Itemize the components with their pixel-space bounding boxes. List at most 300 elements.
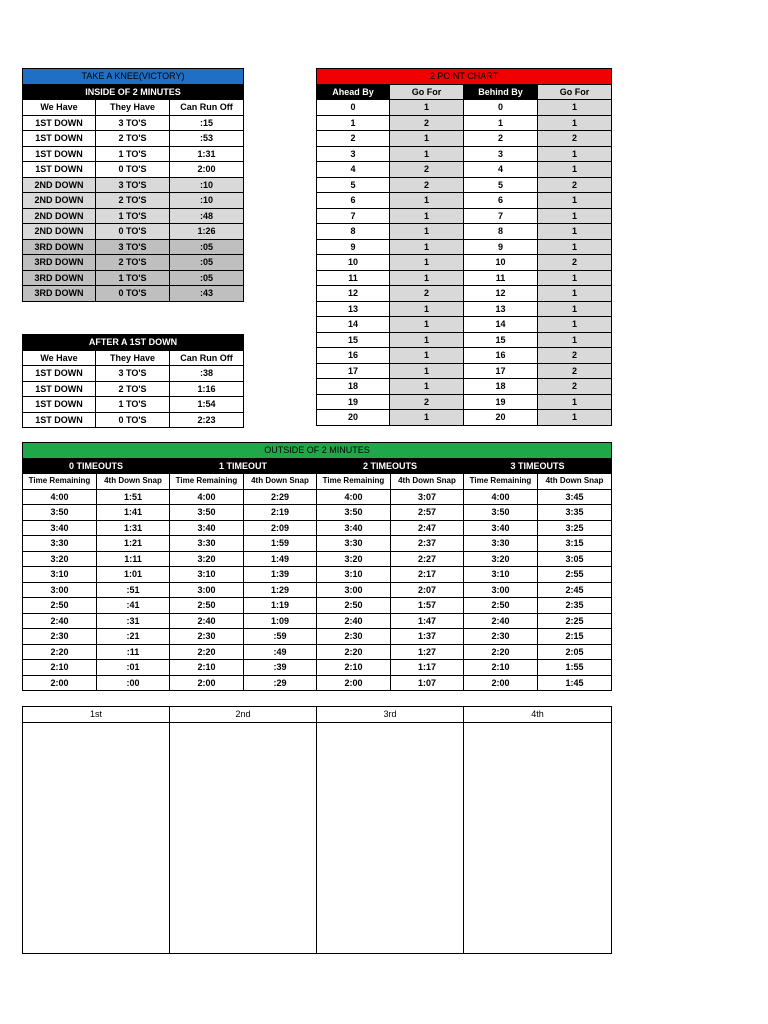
table-cell: 2ND DOWN	[23, 208, 96, 224]
table-cell: 2:17	[391, 567, 464, 583]
table-cell: 1	[390, 379, 464, 395]
table-cell: 3:20	[317, 551, 391, 567]
table-row	[23, 193, 244, 209]
table-row	[23, 505, 612, 521]
table-cell: 3 TO'S	[96, 239, 170, 255]
table-row	[317, 193, 612, 209]
table-cell: 4:00	[23, 489, 97, 505]
table-cell: 4	[317, 162, 390, 178]
table-row	[317, 410, 612, 426]
table-cell: 1	[538, 270, 612, 286]
column-header: Go For	[390, 84, 464, 100]
table-cell: 1	[390, 131, 464, 147]
table-cell: 1	[538, 146, 612, 162]
table-row	[23, 412, 244, 428]
table-cell: 1:19	[244, 598, 317, 614]
table-cell: 3:00	[464, 582, 538, 598]
table-cell: 9	[464, 239, 538, 255]
table-cell: 2:50	[464, 598, 538, 614]
table-cell: :01	[97, 660, 170, 676]
table-cell: 10	[317, 255, 390, 271]
table-cell: 1	[464, 115, 538, 131]
table-row	[23, 397, 244, 413]
table-cell: 2:50	[23, 598, 97, 614]
table-cell: 2	[390, 115, 464, 131]
table-cell: 1	[390, 317, 464, 333]
table-row	[317, 162, 612, 178]
table-cell: 1	[538, 286, 612, 302]
table-row	[23, 366, 244, 382]
table-cell: 2:00	[170, 162, 244, 178]
table-cell: 1	[390, 363, 464, 379]
table-cell: 9	[317, 239, 390, 255]
table-cell: 0	[464, 100, 538, 116]
table-cell: 19	[317, 394, 390, 410]
table-cell: 1	[317, 115, 390, 131]
table-cell: 2:00	[170, 675, 244, 691]
table-cell: 3:50	[317, 505, 391, 521]
table-cell: 1	[538, 394, 612, 410]
table-cell: 2:35	[538, 598, 612, 614]
table-cell: 1:49	[244, 551, 317, 567]
table-row	[317, 115, 612, 131]
table-row	[23, 644, 612, 660]
table-cell: 1	[538, 239, 612, 255]
table-cell: 3RD DOWN	[23, 255, 96, 271]
table-cell: :39	[244, 660, 317, 676]
table-cell: 2:15	[538, 629, 612, 645]
table-cell: 1:54	[170, 397, 244, 413]
table-cell: 2 TO'S	[96, 131, 170, 147]
table-cell: 1 TO'S	[96, 270, 170, 286]
table-cell: 3:50	[464, 505, 538, 521]
table-cell: 0 TO'S	[96, 162, 170, 178]
table-cell: 3:35	[538, 505, 612, 521]
table-cell: :15	[170, 115, 244, 131]
table-cell: 11	[317, 270, 390, 286]
table-row	[23, 629, 612, 645]
table-row	[317, 208, 612, 224]
table-cell: 2:23	[170, 412, 244, 428]
table-cell: 1	[390, 255, 464, 271]
table-cell: 18	[317, 379, 390, 395]
table-cell: 3:30	[23, 536, 97, 552]
table-cell: 1:55	[538, 660, 612, 676]
table-row	[317, 224, 612, 240]
table-cell: 1:11	[97, 551, 170, 567]
table-cell: 2:27	[391, 551, 464, 567]
table-cell: 3 TO'S	[96, 177, 170, 193]
table-row	[23, 660, 612, 676]
column-header: Go For	[538, 84, 612, 100]
table-cell: 16	[464, 348, 538, 364]
column-header: Can Run Off	[170, 350, 244, 366]
table-cell: 2:05	[538, 644, 612, 660]
table-cell: 1	[390, 332, 464, 348]
table-cell: 15	[317, 332, 390, 348]
knee-subtitle: INSIDE OF 2 MINUTES	[23, 84, 244, 100]
table-cell: 1	[538, 115, 612, 131]
table-cell: 1 TO'S	[96, 397, 170, 413]
table-cell: :11	[97, 644, 170, 660]
table-cell: 1:17	[391, 660, 464, 676]
table-cell: 1	[390, 239, 464, 255]
table-cell: 6	[464, 193, 538, 209]
table-cell: 2:40	[464, 613, 538, 629]
column-header: Time Remaining	[464, 474, 538, 490]
table-cell: 0	[317, 100, 390, 116]
quarter-notes-cell	[464, 722, 612, 953]
quarters-notes-table	[22, 706, 612, 954]
table-cell: :29	[244, 675, 317, 691]
take-a-knee-table	[22, 68, 244, 302]
outside-two-minutes-table	[22, 442, 612, 691]
table-cell: 2:30	[317, 629, 391, 645]
table-cell: 2:37	[391, 536, 464, 552]
table-cell: 1 TO'S	[96, 146, 170, 162]
table-cell: 1	[390, 146, 464, 162]
table-cell: 3:07	[391, 489, 464, 505]
table-cell: 2	[464, 131, 538, 147]
table-cell: 1:45	[538, 675, 612, 691]
table-row	[23, 567, 612, 583]
after-first-down-table	[22, 334, 244, 428]
table-cell: 3RD DOWN	[23, 239, 96, 255]
two-point-title: 2 POINT CHART	[317, 69, 612, 85]
table-cell: 2	[390, 177, 464, 193]
table-cell: 2:55	[538, 567, 612, 583]
table-row	[23, 598, 612, 614]
quarter-notes-cell	[23, 722, 170, 953]
table-cell: 2	[538, 177, 612, 193]
timeout-group-header: 0 TIMEOUTS	[23, 458, 170, 474]
table-cell: 13	[464, 301, 538, 317]
table-cell: 2	[390, 162, 464, 178]
table-row	[317, 332, 612, 348]
table-cell: :43	[170, 286, 244, 302]
table-cell: 2:10	[317, 660, 391, 676]
table-cell: 8	[464, 224, 538, 240]
table-row	[23, 675, 612, 691]
table-cell: 2:30	[23, 629, 97, 645]
column-header: Time Remaining	[170, 474, 244, 490]
timeout-group-header: 1 TIMEOUT	[170, 458, 317, 474]
table-cell: :10	[170, 193, 244, 209]
table-cell: 4:00	[170, 489, 244, 505]
table-cell: 2	[538, 348, 612, 364]
table-row	[317, 301, 612, 317]
table-cell: 2:50	[317, 598, 391, 614]
table-cell: :41	[97, 598, 170, 614]
table-cell: 3 TO'S	[96, 366, 170, 382]
timeout-group-header: 3 TIMEOUTS	[464, 458, 612, 474]
table-cell: 1:37	[391, 629, 464, 645]
two-point-chart	[316, 68, 612, 426]
table-cell: 1:39	[244, 567, 317, 583]
quarter-header: 2nd	[170, 707, 317, 723]
table-cell: :53	[170, 131, 244, 147]
table-cell: 1:01	[97, 567, 170, 583]
knee-title: TAKE A KNEE(VICTORY)	[23, 69, 244, 85]
table-cell: 3RD DOWN	[23, 270, 96, 286]
table-cell: 7	[317, 208, 390, 224]
quarter-header: 4th	[464, 707, 612, 723]
table-cell: 16	[317, 348, 390, 364]
table-cell: 3:00	[317, 582, 391, 598]
table-cell: 2	[390, 286, 464, 302]
table-cell: :10	[170, 177, 244, 193]
table-cell: 1ST DOWN	[23, 366, 96, 382]
table-cell: 1	[390, 224, 464, 240]
table-row	[23, 582, 612, 598]
table-cell: 3:40	[464, 520, 538, 536]
table-cell: 1	[538, 100, 612, 116]
table-row	[317, 146, 612, 162]
table-row	[23, 115, 244, 131]
table-cell: 1	[538, 410, 612, 426]
table-cell: 1:26	[170, 224, 244, 240]
table-cell: 3:20	[170, 551, 244, 567]
table-cell: 1ST DOWN	[23, 412, 96, 428]
table-cell: 2:20	[317, 644, 391, 660]
table-cell: 2 TO'S	[96, 381, 170, 397]
table-cell: :21	[97, 629, 170, 645]
table-cell: 2:30	[170, 629, 244, 645]
table-cell: 3:50	[23, 505, 97, 521]
table-cell: 0 TO'S	[96, 412, 170, 428]
table-row	[23, 381, 244, 397]
table-cell: 2:40	[23, 613, 97, 629]
table-cell: 8	[317, 224, 390, 240]
table-cell: 2	[538, 363, 612, 379]
table-cell: 1	[390, 301, 464, 317]
table-cell: 3:40	[170, 520, 244, 536]
table-cell: 3:30	[317, 536, 391, 552]
table-cell: 19	[464, 394, 538, 410]
table-row	[23, 131, 244, 147]
table-cell: 2:07	[391, 582, 464, 598]
quarter-notes-cell	[170, 722, 317, 953]
table-row	[317, 239, 612, 255]
table-cell: 2ND DOWN	[23, 177, 96, 193]
table-cell: 1	[538, 224, 612, 240]
column-header: Time Remaining	[23, 474, 97, 490]
column-header: We Have	[23, 100, 96, 116]
table-cell: 3:05	[538, 551, 612, 567]
table-cell: 7	[464, 208, 538, 224]
table-row	[23, 489, 612, 505]
table-cell: 1:41	[97, 505, 170, 521]
table-cell: 1:07	[391, 675, 464, 691]
table-cell: 3	[317, 146, 390, 162]
table-cell: 1:47	[391, 613, 464, 629]
table-cell: :49	[244, 644, 317, 660]
table-cell: 5	[317, 177, 390, 193]
table-cell: 3:30	[464, 536, 538, 552]
table-row	[23, 177, 244, 193]
table-cell: 14	[317, 317, 390, 333]
table-cell: :59	[244, 629, 317, 645]
table-cell: 3:10	[464, 567, 538, 583]
table-cell: 1ST DOWN	[23, 115, 96, 131]
table-cell: 1	[538, 162, 612, 178]
table-cell: 1	[390, 348, 464, 364]
table-row	[317, 100, 612, 116]
table-cell: 1	[538, 317, 612, 333]
table-cell: 1:29	[244, 582, 317, 598]
table-row	[23, 146, 244, 162]
table-cell: 2ND DOWN	[23, 224, 96, 240]
table-row	[23, 551, 612, 567]
table-cell: 17	[464, 363, 538, 379]
table-cell: 2:20	[170, 644, 244, 660]
table-row	[317, 177, 612, 193]
table-cell: 2:29	[244, 489, 317, 505]
table-cell: 2:20	[464, 644, 538, 660]
table-cell: 4:00	[464, 489, 538, 505]
table-cell: 2:40	[317, 613, 391, 629]
table-cell: 2:20	[23, 644, 97, 660]
table-cell: 2:00	[23, 675, 97, 691]
table-row	[317, 131, 612, 147]
table-cell: 2 TO'S	[96, 255, 170, 271]
table-cell: 2:09	[244, 520, 317, 536]
table-cell: 1:21	[97, 536, 170, 552]
table-cell: 3:20	[23, 551, 97, 567]
table-cell: 1:27	[391, 644, 464, 660]
table-cell: 2:10	[170, 660, 244, 676]
table-cell: 17	[317, 363, 390, 379]
table-cell: 12	[464, 286, 538, 302]
table-cell: 3 TO'S	[96, 115, 170, 131]
table-cell: 3:45	[538, 489, 612, 505]
table-cell: 1	[390, 270, 464, 286]
table-cell: 2	[538, 379, 612, 395]
table-cell: 4	[464, 162, 538, 178]
table-cell: 1ST DOWN	[23, 146, 96, 162]
column-header: Can Run Off	[170, 100, 244, 116]
table-cell: 1	[538, 332, 612, 348]
column-header: 4th Down Snap	[391, 474, 464, 490]
two-point-rows	[317, 100, 612, 426]
table-row	[317, 317, 612, 333]
table-cell: :05	[170, 255, 244, 271]
table-cell: 2:00	[317, 675, 391, 691]
table-cell: 2:00	[464, 675, 538, 691]
table-cell: 2:30	[464, 629, 538, 645]
table-cell: 2:10	[464, 660, 538, 676]
table-cell: 1	[538, 301, 612, 317]
table-cell: 0 TO'S	[96, 224, 170, 240]
column-header: They Have	[96, 100, 170, 116]
table-cell: 1	[390, 208, 464, 224]
table-cell: 3:10	[317, 567, 391, 583]
column-header: 4th Down Snap	[538, 474, 612, 490]
table-cell: 18	[464, 379, 538, 395]
table-cell: 1ST DOWN	[23, 162, 96, 178]
table-row	[317, 348, 612, 364]
column-header: Behind By	[464, 84, 538, 100]
table-cell: 1:57	[391, 598, 464, 614]
table-row	[317, 379, 612, 395]
table-cell: 1	[538, 193, 612, 209]
table-cell: 2ND DOWN	[23, 193, 96, 209]
after-title: AFTER A 1ST DOWN	[23, 335, 244, 351]
table-cell: 10	[464, 255, 538, 271]
table-cell: 15	[464, 332, 538, 348]
table-cell: 2:45	[538, 582, 612, 598]
table-cell: :51	[97, 582, 170, 598]
quarter-header: 3rd	[317, 707, 464, 723]
table-cell: 3:40	[317, 520, 391, 536]
table-row	[23, 536, 612, 552]
table-row	[23, 239, 244, 255]
quarter-notes-cell	[317, 722, 464, 953]
table-cell: 2	[390, 394, 464, 410]
table-cell: 3RD DOWN	[23, 286, 96, 302]
knee-rows	[23, 115, 244, 301]
column-header: Ahead By	[317, 84, 390, 100]
table-cell: 2 TO'S	[96, 193, 170, 209]
outside-rows	[23, 489, 612, 691]
table-cell: 14	[464, 317, 538, 333]
column-header: Time Remaining	[317, 474, 391, 490]
table-row	[317, 394, 612, 410]
table-cell: 2:25	[538, 613, 612, 629]
table-cell: :05	[170, 270, 244, 286]
table-cell: 1:51	[97, 489, 170, 505]
table-cell: 1	[390, 410, 464, 426]
table-row	[23, 270, 244, 286]
table-cell: 4:00	[317, 489, 391, 505]
table-cell: 3:00	[170, 582, 244, 598]
column-header: 4th Down Snap	[97, 474, 170, 490]
table-cell: 3:25	[538, 520, 612, 536]
table-cell: 3:20	[464, 551, 538, 567]
table-cell: 1	[390, 100, 464, 116]
table-cell: 1:09	[244, 613, 317, 629]
table-row	[317, 363, 612, 379]
table-cell: 3:40	[23, 520, 97, 536]
table-cell: 3:00	[23, 582, 97, 598]
column-header: We Have	[23, 350, 96, 366]
table-cell: 2:19	[244, 505, 317, 521]
table-cell: :48	[170, 208, 244, 224]
after-rows	[23, 366, 244, 428]
table-cell: 1ST DOWN	[23, 131, 96, 147]
table-cell: 1ST DOWN	[23, 397, 96, 413]
table-cell: 1 TO'S	[96, 208, 170, 224]
table-cell: 1	[390, 193, 464, 209]
table-cell: 3:50	[170, 505, 244, 521]
table-cell: 1ST DOWN	[23, 381, 96, 397]
table-cell: 11	[464, 270, 538, 286]
table-cell: 3:10	[170, 567, 244, 583]
table-row	[23, 224, 244, 240]
column-header: 4th Down Snap	[244, 474, 317, 490]
table-row	[317, 286, 612, 302]
timeout-group-header: 2 TIMEOUTS	[317, 458, 464, 474]
table-cell: 13	[317, 301, 390, 317]
table-row	[317, 255, 612, 271]
table-row	[23, 520, 612, 536]
table-cell: 2:57	[391, 505, 464, 521]
table-cell: 5	[464, 177, 538, 193]
table-row	[23, 286, 244, 302]
table-cell: 3	[464, 146, 538, 162]
table-cell: 3:15	[538, 536, 612, 552]
table-row	[23, 208, 244, 224]
